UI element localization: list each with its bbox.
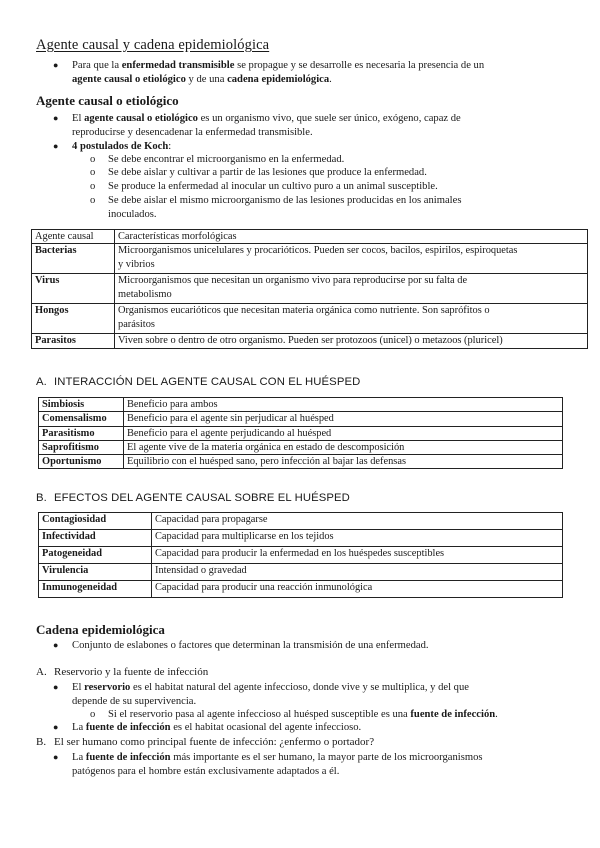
table-cell: Infectividad bbox=[39, 530, 152, 547]
table-row bbox=[39, 412, 563, 426]
bullet-icon: ● bbox=[53, 113, 59, 123]
table-cell: Bacterias bbox=[32, 244, 115, 274]
table-cell: Equilibrio con el huésped sano, pero infección al bajar las defensas bbox=[124, 455, 563, 469]
morphology-table bbox=[31, 229, 588, 349]
section-b-heading: B. EFECTOS DEL AGENTE CAUSAL SOBRE EL HUÉSPED bbox=[36, 492, 350, 504]
ser-humano-bullet: ● La fuente de infección más importante es el ser humano, la mayor parte de los microorganismos patógenos para el hombre están exclusivamente adaptados a él. bbox=[53, 752, 483, 777]
effects-table bbox=[38, 512, 563, 598]
table-cell: Parasitos bbox=[32, 334, 115, 348]
table-row bbox=[32, 334, 588, 348]
item-a-heading: A. Reservorio y la fuente de infección bbox=[36, 666, 209, 678]
cadena-definition-bullet: ● Conjunto de eslabones o factores que determinan la transmisión de una enfermedad. bbox=[53, 640, 429, 651]
table-cell: Capacidad para producir una reacción inmunológica bbox=[152, 581, 563, 598]
bullet-icon: ● bbox=[53, 141, 59, 151]
section-a-heading: A. INTERACCIÓN DEL AGENTE CAUSAL CON EL HUÉSPED bbox=[36, 376, 361, 388]
table-cell: Beneficio para ambos bbox=[124, 398, 563, 412]
table-cell: Capacidad para producir la enfermedad en los huéspedes susceptibles bbox=[152, 547, 563, 564]
table-cell: Capacidad para propagarse bbox=[152, 513, 563, 530]
table-cell: Comensalismo bbox=[39, 412, 124, 426]
table-cell: Oportunismo bbox=[39, 455, 124, 469]
bullet-icon: ● bbox=[53, 722, 59, 732]
table-row bbox=[32, 244, 588, 274]
agente-definition-bullet: ● El agente causal o etiológico es un organismo vivo, que suele ser único, exógeno, capaz de reproducirse y desencadenar la enfermedad transmisible. bbox=[53, 113, 461, 138]
koch-postulate: o Se debe encontrar el microorganismo en la enfermedad. bbox=[90, 154, 345, 165]
table-cell: Intensidad o gravedad bbox=[152, 564, 563, 581]
table-row bbox=[32, 304, 588, 334]
table-row bbox=[39, 426, 563, 440]
table-cell: Virulencia bbox=[39, 564, 152, 581]
table-row bbox=[39, 530, 563, 547]
koch-postulate: o Se debe aislar y cultivar a partir de las lesiones que produce la enfermedad. bbox=[90, 167, 427, 178]
table-cell: Parasitismo bbox=[39, 426, 124, 440]
table-header-cell: Agente causal bbox=[32, 230, 115, 244]
circle-bullet-icon: o bbox=[90, 709, 96, 720]
table-cell: Beneficio para el agente perjudicando al huésped bbox=[124, 426, 563, 440]
table-cell: Hongos bbox=[32, 304, 115, 334]
table-cell: Microorganismos unicelulares y procarióticos. Pueden ser cocos, bacilos, espirilos, espiroquetas y vibrios bbox=[115, 244, 588, 274]
table-cell: Microorganismos que necesitan un organismo vivo para reproducirse por su falta de metabolismo bbox=[115, 274, 588, 304]
item-b-heading: B. El ser humano como principal fuente de infección: ¿enfermo o portador? bbox=[36, 736, 375, 748]
koch-bullet: ● 4 postulados de Koch: bbox=[53, 141, 172, 152]
table-cell: Capacidad para multiplicarse en los tejidos bbox=[152, 530, 563, 547]
table-cell: El agente vive de la materia orgánica en estado de descomposición bbox=[124, 440, 563, 454]
koch-postulate: o Se debe aislar el mismo microorganismo de las lesiones producidas en los animales inoculados. bbox=[90, 195, 462, 220]
agente-heading: Agente causal o etiológico bbox=[36, 93, 179, 108]
table-cell: Organismos eucarióticos que necesitan materia orgánica como nutriente. Son saprófitos o parásitos bbox=[115, 304, 588, 334]
reservorio-sub-item: o Si el reservorio pasa al agente infeccioso al huésped susceptible es una fuente de infección. bbox=[90, 709, 498, 720]
circle-bullet-icon: o bbox=[90, 167, 96, 178]
table-row bbox=[39, 547, 563, 564]
table-row bbox=[39, 513, 563, 530]
table-cell: Contagiosidad bbox=[39, 513, 152, 530]
circle-bullet-icon: o bbox=[90, 195, 96, 206]
table-cell: Patogeneidad bbox=[39, 547, 152, 564]
koch-postulate: o Se produce la enfermedad al inocular un cultivo puro a un animal susceptible. bbox=[90, 181, 438, 192]
cadena-heading: Cadena epidemiológica bbox=[36, 622, 165, 637]
table-cell: Simbiosis bbox=[39, 398, 124, 412]
table-row bbox=[39, 564, 563, 581]
table-cell: Virus bbox=[32, 274, 115, 304]
intro-bullet: ● Para que la enfermedad transmisible se propague y se desarrolle es necesaria la presencia de un agente causal o etiológico y de una cadena epidemiológica. bbox=[53, 60, 485, 85]
bullet-icon: ● bbox=[53, 640, 59, 650]
table-header-row bbox=[32, 230, 588, 244]
interaction-table bbox=[38, 397, 563, 469]
document-title: Agente causal y cadena epidemiológica bbox=[36, 37, 270, 53]
bullet-icon: ● bbox=[53, 60, 59, 70]
circle-bullet-icon: o bbox=[90, 154, 96, 165]
fuente-bullet: ● La fuente de infección es el habitat ocasional del agente infeccioso. bbox=[53, 722, 362, 733]
table-row bbox=[32, 274, 588, 304]
bullet-icon: ● bbox=[53, 682, 59, 692]
table-cell: Viven sobre o dentro de otro organismo. Pueden ser protozoos (unicel) o metazoos (pluricel) bbox=[115, 334, 588, 348]
table-row bbox=[39, 455, 563, 469]
table-cell: Inmunogeneidad bbox=[39, 581, 152, 598]
table-row bbox=[39, 440, 563, 454]
reservorio-bullet: ● El reservorio es el habitat natural del agente infeccioso, donde vive y se multiplica, y del que depende de su supervivencia. bbox=[53, 682, 469, 707]
table-header-cell: Características morfológicas bbox=[115, 230, 588, 244]
table-cell: Saprofitismo bbox=[39, 440, 124, 454]
circle-bullet-icon: o bbox=[90, 181, 96, 192]
table-row bbox=[39, 581, 563, 598]
bullet-icon: ● bbox=[53, 752, 59, 762]
table-row bbox=[39, 398, 563, 412]
table-cell: Beneficio para el agente sin perjudicar al huésped bbox=[124, 412, 563, 426]
